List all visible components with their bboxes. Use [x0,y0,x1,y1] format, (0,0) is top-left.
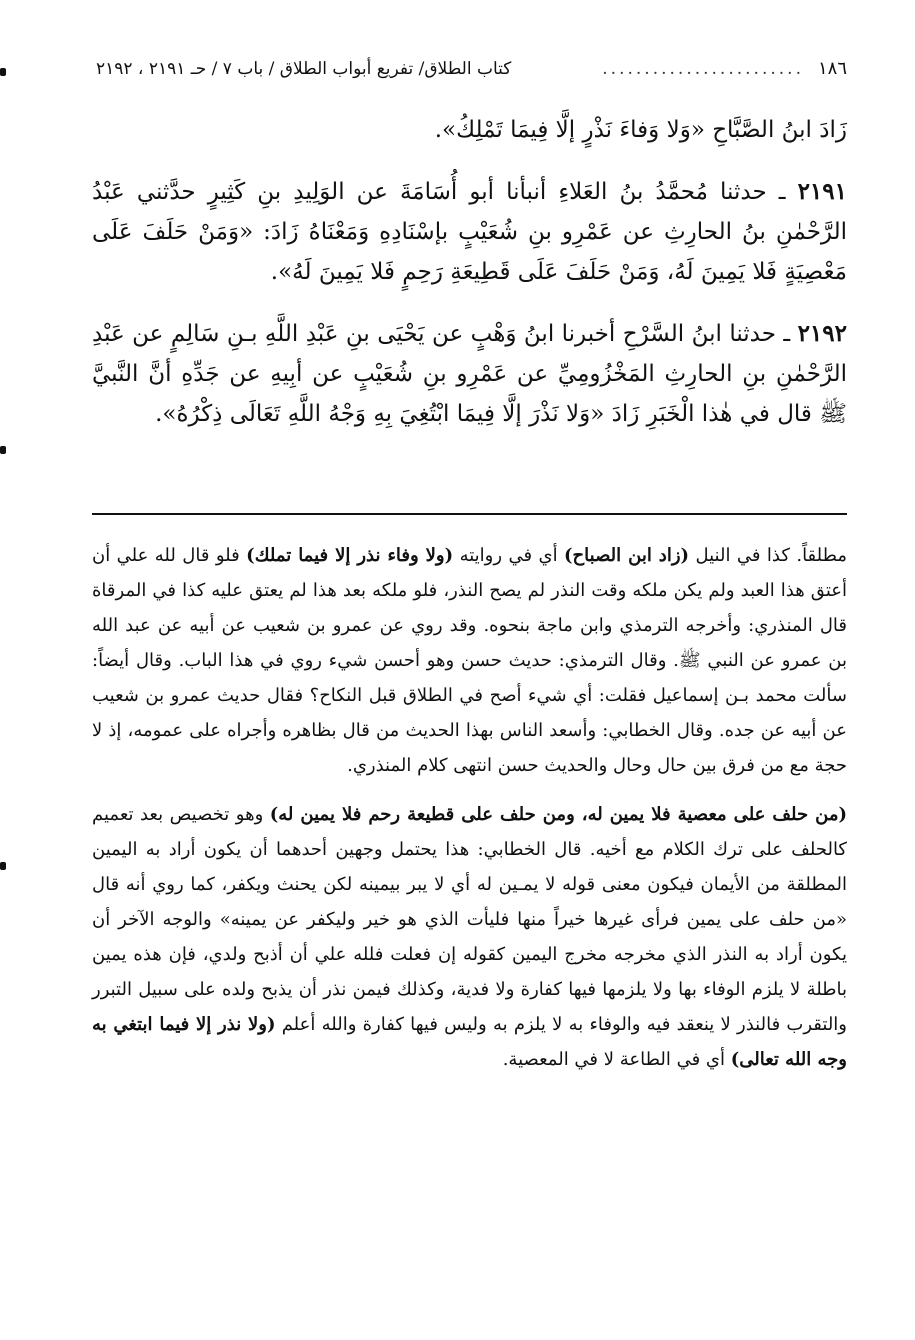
commentary-paragraph [92,797,847,1077]
commentary-text: مطلقاً. كذا في النيل [689,545,848,566]
hadith-body: ـ حدثنا ابنُ السَّرْحِ أخبرنا ابنُ وَهْبٍ عن يَحْيَى بنِ عَبْدِ اللَّهِ بـنِ سَالِمٍ عن عَبْدِ الرَّحْمٰنِ بنِ الحارِثِ المَخْزُومِيِّ عن عَمْرِو بنِ شُعَيْبٍ عن أبِيهِ عن جَدِّهِ أنَّ النَّبيَّ ﷺ قال في هٰذا الْخَبَرِ زَادَ «وَلا نَذْرَ إلَّا فِيمَا ابْتُغِيَ بِهِ وَجْهُ اللَّهِ تَعَالَى ذِكْرُهُ». [92,321,847,427]
commentary-text: أي في روايته [453,545,565,566]
commentary-section [92,538,847,1091]
page-number: ١٨٦ [817,58,847,79]
scan-margin-mark [0,446,6,454]
commentary-paragraph [92,538,847,783]
commentary-text: أي في الطاعة لا في المعصية. [502,1049,731,1070]
leader-dots: ........................ [602,59,804,79]
hadith-number: ٢١٩٢ [797,320,847,347]
book-title: كتاب الطلاق/ تفريع أبواب الطلاق / باب ٧ / حـ ٢١٩١ ، ٢١٩٢ [96,59,512,79]
running-header [92,58,847,88]
zad-line: زَادَ ابنُ الصَّبَّاحِ «وَلا وَفاءَ نَذْرٍ إلَّا فِيمَا تَمْلِكُ». [434,117,847,143]
hadith-number: ٢١٩١ [797,178,847,205]
commentary-text: وهو تخصيص بعد تعميم كالحلف على ترك الكلام مع أخيه. قال الخطابي: هذا يحتمل وجهين أحدهما أن يكون أراد به اليمين المطلقة من الأيمان فيكون معنى قوله لا يمـين له أي لا يبر بيمينه لكن يحنث ويكفر، كما روي أنه قال «من حلف على يمين فرأى غيرها خيراً منها فليأت الذي هو خير وليكفر عن يمينه» والوجه الآخر أن يكون أراد به النذر الذي مخرجه مخرج اليمين كقوله إن فعلت فلله علي أن أذبح ولدي، فإن هذه يمين باطلة لا يلزم الوفاء بها ولا يلزمها فيها كفارة ولا فدية، وكذلك فيمن نذر أن يذبح ولده على سبيل التبرر والتقرب فالنذر لا ينعقد فيه والوفاء به لا يلزم به وليس فيها كفارة والله أعلم [92,804,847,1035]
commentary-text: فلو قال لله علي أن أعتق هذا العبد ولم يكن ملكه وقت النذر لم يصح النذر، فلو ملكه بعد هذا لم يعتق عليه كذا في المرقاة قال المنذري: وأخرجه الترمذي وابن ماجة بنحوه. وقد روي عن عمرو بن شعيب عن أبيه عن عبد الله بن عمرو عن النبي ﷺ. وقال الترمذي: حديث حسن وهو أحسن شيء روي في هذا الباب. وقال أيضاً: سألت محمد بـن إسماعيل فقلت: أي شيء أصح في الطلاق قبل النكاح؟ فقال حديث عمرو بن شعيب عن أبيه عن جده. وقال الخطابي: وأسعد الناس بهذا الحديث من قال بظاهره وأجراه على عمومه، إذ لا حجة مع من فرق بين حال وحال والحديث حسن انتهى كلام المنذري. [92,545,847,776]
hadith-text [92,110,847,456]
hadith-body: ـ حدثنا مُحمَّدُ بنُ العَلاءِ أنبأنا أبو أُسَامَةَ عن الوَلِيدِ بنِ كَثِيرٍ حدَّثني عَبْدُ الرَّحْمٰنِ بنُ الحارِثِ عن عَمْرِو بنِ شُعَيْبٍ بإسْنَادِهِ وَمَعْنَاهُ زَادَ: «وَمَنْ حَلَفَ عَلَى مَعْصِيَةٍ فَلا يَمِينَ لَهُ، وَمَنْ حَلَفَ عَلَى قَطِيعَةِ رَحِمٍ فَلا يَمِينَ لَهُ». [92,179,847,285]
footnote-divider [92,513,847,515]
hadith-2191 [92,172,847,292]
quoted-phrase: (ولا نذر إلا فيما ابتغي به وجه الله تعالى) [92,1014,847,1070]
hadith-2192 [92,314,847,434]
scan-margin-mark [0,862,6,870]
quoted-phrase: (من حلف على معصية فلا يمين له، ومن حلف على قطيعة رحم فلا يمين له) [269,804,847,825]
scan-margin-mark [0,68,6,76]
quoted-phrase: (ولا وفاء نذر إلا فيما تملك) [246,545,454,566]
quoted-phrase: (زاد ابن الصباح) [564,545,690,566]
